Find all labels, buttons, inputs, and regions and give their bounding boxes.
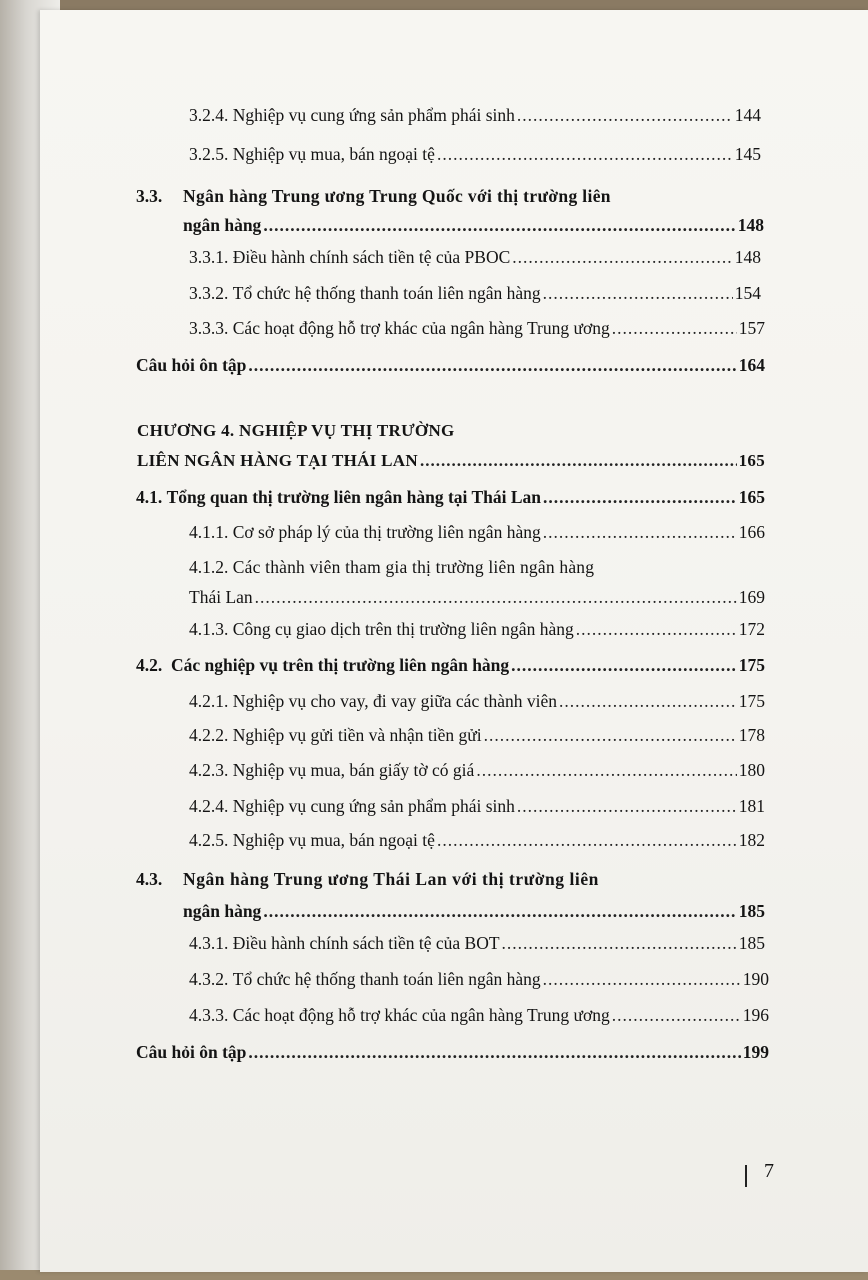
- chapter-heading: CHƯƠNG 4. NGHIỆP VỤ THỊ TRƯỜNG: [137, 421, 455, 440]
- toc-entry-title: Nghiệp vụ cung ứng sản phẩm phái sinh: [232, 796, 515, 816]
- toc-entry-title: Các hoạt động hỗ trợ khác của ngân hàng Trung ương: [232, 318, 610, 338]
- toc-entry-title: Nghiệp vụ mua, bán giấy tờ có giá: [232, 760, 475, 780]
- toc-entry-page: 148: [737, 215, 764, 235]
- toc-entry-number: 3.2.4.: [189, 105, 229, 125]
- toc-entry-page: 165: [738, 487, 765, 507]
- leader-dots: [612, 317, 737, 339]
- toc-entry-title: Nghiệp vụ mua, bán ngoại tệ: [232, 144, 435, 164]
- toc-entry: [189, 690, 765, 712]
- leader-dots: [543, 968, 741, 990]
- toc-entry-title: Nghiệp vụ gửi tiền và nhận tiền gửi: [232, 725, 482, 745]
- leader-dots: [263, 900, 736, 922]
- toc-entry-title: Các hoạt động hỗ trợ khác của ngân hàng Trung ương: [232, 1005, 610, 1025]
- toc-entry-page: 199: [742, 1042, 769, 1062]
- toc-entry-number: 4.2.: [136, 655, 163, 675]
- toc-entry-page: 178: [738, 725, 765, 745]
- toc-entry-number: 4.2.3.: [189, 760, 229, 780]
- toc-entry-title-cont: Thái Lan: [189, 587, 253, 607]
- toc-entry-number: 4.3.3.: [189, 1005, 229, 1025]
- toc-entry-number: 3.3.: [136, 186, 163, 206]
- toc-entry: [189, 246, 761, 268]
- toc-entry: [136, 654, 765, 676]
- toc-entry-chapter: [137, 450, 765, 472]
- toc-entry-title: Các thành viên tham gia thị trường liên ngân hàng: [232, 557, 595, 577]
- leader-dots: [543, 282, 733, 304]
- toc-entry-page: 185: [738, 933, 765, 953]
- toc-entry-page: 157: [738, 318, 765, 338]
- toc-section-heading: [136, 185, 611, 207]
- toc-entry-title: Câu hỏi ôn tập: [136, 355, 247, 375]
- toc-entry-number: 4.2.4.: [189, 796, 229, 816]
- leader-dots: [512, 246, 732, 268]
- toc-entry-number: 4.1.3.: [189, 619, 229, 639]
- toc-entry-page: 154: [734, 283, 761, 303]
- toc-entry-title: Cơ sở pháp lý của thị trường liên ngân hàng: [232, 522, 541, 542]
- leader-dots: [484, 724, 737, 746]
- toc-entry-number: 3.3.2.: [189, 283, 229, 303]
- toc-entry-number: 4.3.2.: [189, 969, 229, 989]
- toc-entry-number: 4.1.1.: [189, 522, 229, 542]
- leader-dots: [543, 521, 737, 543]
- leader-dots: [543, 486, 737, 508]
- toc-entry-title: Nghiệp vụ cung ứng sản phẩm phái sinh: [232, 105, 515, 125]
- toc-entry-title: Ngân hàng Trung ương Thái Lan với thị trường liên: [183, 869, 599, 889]
- toc-entry-page: 175: [738, 691, 765, 711]
- toc-entry-title: Điều hành chính sách tiền tệ của BOT: [232, 933, 500, 953]
- toc-entry-page: 169: [738, 587, 765, 607]
- toc-entry-number: 4.1.2.: [189, 557, 229, 577]
- toc-entry-first-line: [189, 556, 594, 578]
- toc-entry-page: 145: [734, 144, 761, 164]
- leader-dots: [517, 104, 733, 126]
- leader-dots: [502, 932, 737, 954]
- toc-entry-number: 3.2.5.: [189, 144, 229, 164]
- toc-entry-page: 175: [738, 655, 765, 675]
- toc-entry-title: Điều hành chính sách tiền tệ của PBOC: [232, 247, 511, 267]
- toc-entry-number: 4.3.: [136, 869, 163, 889]
- toc-entry-title: Tổng quan thị trường liên ngân hàng tại Thái Lan: [166, 487, 541, 507]
- toc-section-heading: [136, 868, 599, 890]
- toc-entry-number: 4.2.2.: [189, 725, 229, 745]
- toc-entry-page: 196: [742, 1005, 769, 1025]
- toc-entry: [189, 586, 765, 608]
- toc-entry: [189, 968, 769, 990]
- book-page: [40, 10, 868, 1272]
- toc-entry-title: Ngân hàng Trung ương Trung Quốc với thị trường liên: [183, 186, 611, 206]
- toc-entry-number: 3.3.1.: [189, 247, 229, 267]
- leader-dots: [511, 654, 737, 676]
- toc-entry-page: 172: [738, 619, 765, 639]
- toc-entry: [183, 214, 764, 236]
- toc-entry-page: 165: [738, 451, 765, 470]
- toc-entry: [189, 317, 765, 339]
- leader-dots: [263, 214, 735, 236]
- toc-entry-number: 4.3.1.: [189, 933, 229, 953]
- toc-entry-page: 144: [734, 105, 761, 125]
- leader-dots: [255, 586, 737, 608]
- toc-entry-title: Tổ chức hệ thống thanh toán liên ngân hàng: [232, 969, 541, 989]
- toc-entry-title-cont: ngân hàng: [183, 215, 262, 235]
- leader-dots: [559, 690, 737, 712]
- toc-entry: [189, 104, 761, 126]
- toc-entry-number: 3.3.3.: [189, 318, 229, 338]
- toc-entry: [189, 143, 761, 165]
- toc-entry-title: Nghiệp vụ mua, bán ngoại tệ: [232, 830, 435, 850]
- toc-entry-page: 180: [738, 760, 765, 780]
- page-number: 7: [764, 1160, 774, 1182]
- toc-entry: [183, 900, 765, 922]
- table-of-contents: [40, 10, 868, 1272]
- toc-entry: [189, 282, 761, 304]
- toc-entry-number: 4.2.1.: [189, 691, 229, 711]
- toc-entry: [189, 724, 765, 746]
- toc-entry: [189, 1004, 769, 1026]
- toc-entry-number: 4.2.5.: [189, 830, 229, 850]
- toc-entry: [189, 618, 765, 640]
- toc-entry-title: Các nghiệp vụ trên thị trường liên ngân hàng: [171, 655, 510, 675]
- leader-dots: [437, 143, 733, 165]
- toc-entry: [189, 829, 765, 851]
- toc-entry-page: 164: [738, 355, 765, 375]
- leader-dots: [248, 1041, 740, 1063]
- toc-entry-page: 148: [734, 247, 761, 267]
- toc-entry-title: Nghiệp vụ cho vay, đi vay giữa các thành viên: [232, 691, 557, 711]
- toc-entry-title-cont: ngân hàng: [183, 901, 262, 921]
- toc-entry-page: 182: [738, 830, 765, 850]
- leader-dots: [476, 759, 736, 781]
- leader-dots: [437, 829, 737, 851]
- toc-entry-title: Tổ chức hệ thống thanh toán liên ngân hàng: [232, 283, 541, 303]
- toc-entry: [189, 932, 765, 954]
- toc-entry: [189, 521, 765, 543]
- leader-dots: [576, 618, 737, 640]
- toc-entry: [136, 486, 765, 508]
- leader-dots: [612, 1004, 741, 1026]
- toc-entry: [189, 795, 765, 817]
- toc-entry-title: Câu hỏi ôn tập: [136, 1042, 247, 1062]
- leader-dots: [248, 354, 736, 376]
- toc-entry-page: 190: [742, 969, 769, 989]
- leader-dots: [517, 795, 737, 817]
- chapter-heading-cont: LIÊN NGÂN HÀNG TẠI THÁI LAN: [137, 451, 418, 470]
- toc-entry-title: Công cụ giao dịch trên thị trường liên ngân hàng: [232, 619, 574, 639]
- toc-entry: [189, 759, 765, 781]
- toc-entry-review: [136, 354, 765, 376]
- leader-dots: [420, 450, 737, 472]
- toc-entry-page: 181: [738, 796, 765, 816]
- toc-entry-page: 185: [738, 901, 765, 921]
- toc-entry-number: 4.1.: [136, 487, 163, 507]
- page-number-divider: [745, 1165, 747, 1187]
- toc-entry-page: 166: [738, 522, 765, 542]
- toc-entry-review: [136, 1041, 769, 1063]
